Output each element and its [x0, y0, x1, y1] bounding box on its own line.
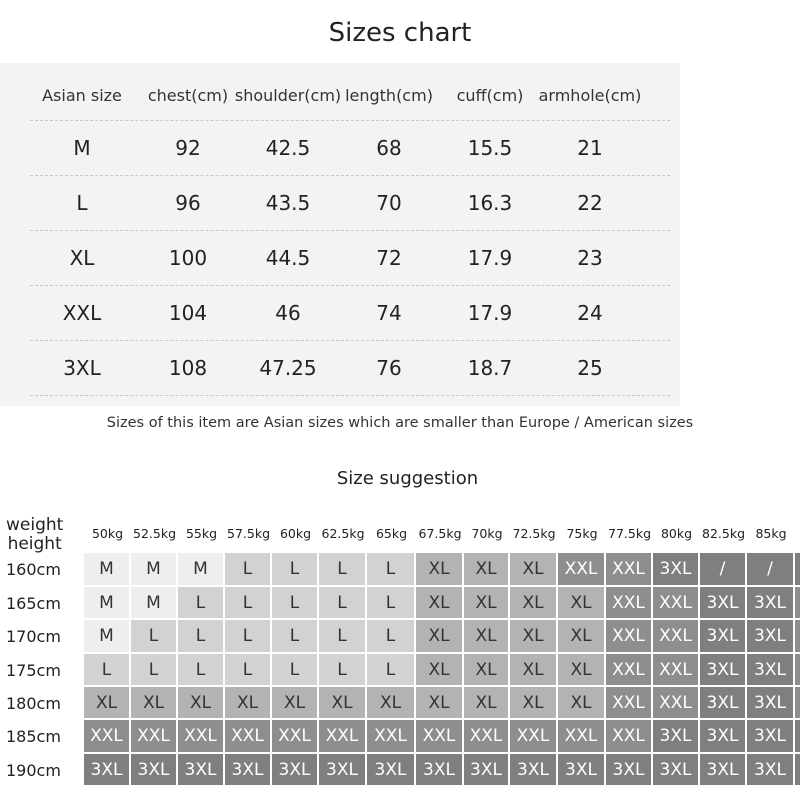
- table-cell: 24: [577, 300, 603, 325]
- size-cell: 3XL: [272, 754, 319, 787]
- table-cell: 70: [376, 190, 402, 215]
- column-header: armhole(cm): [538, 85, 642, 105]
- table-cell: 72: [376, 245, 402, 270]
- size-cell: XL: [510, 553, 558, 587]
- size-cell: XL: [558, 620, 606, 654]
- size-cell: 3XL: [747, 587, 795, 620]
- weight-column-header: 60kg: [279, 526, 312, 541]
- table-cell: 68: [376, 135, 402, 160]
- table-cell: 3XL: [63, 355, 101, 380]
- table-cell: 21: [577, 135, 603, 160]
- size-cell: XL: [131, 687, 178, 720]
- size-cell: 3XL: [653, 720, 700, 754]
- weight-column-header: 67.5kg: [418, 526, 462, 541]
- size-cell: 3XL: [131, 754, 178, 787]
- size-cell: XL: [510, 687, 558, 720]
- size-cell: XXL: [225, 720, 272, 754]
- height-row-header: 190cm: [6, 761, 61, 780]
- table-cell: 18.7: [467, 355, 513, 380]
- size-cell: XXL: [84, 720, 131, 754]
- size-cell: L: [225, 587, 272, 620]
- table-cell: 76: [376, 355, 402, 380]
- size-cell: XXL: [606, 620, 653, 654]
- table-cell: 44.5: [265, 245, 311, 270]
- size-cell: 3XL: [747, 720, 795, 754]
- weight-column-header: 85kg: [755, 526, 787, 541]
- table-cell: 17.9: [467, 245, 513, 270]
- table-cell: 100: [168, 245, 208, 270]
- table-row: [30, 120, 670, 176]
- size-cell: 3XL: [747, 754, 795, 787]
- cropped-column-edge: [795, 720, 800, 754]
- size-cell: XXL: [606, 587, 653, 620]
- size-cell: M: [84, 587, 131, 620]
- table-cell: 15.5: [467, 135, 513, 160]
- column-header: cuff(cm): [456, 85, 524, 105]
- size-cell: XXL: [558, 553, 606, 587]
- size-cell: XL: [319, 687, 367, 720]
- size-cell: 3XL: [606, 754, 653, 787]
- size-cell: XL: [84, 687, 131, 720]
- table-row: [30, 175, 670, 231]
- weight-label: weight: [6, 515, 64, 535]
- size-cell: XXL: [272, 720, 319, 754]
- size-cell: XXL: [606, 720, 653, 754]
- table-cell: 23: [577, 245, 603, 270]
- size-cell: L: [272, 654, 319, 687]
- size-cell: XL: [416, 587, 464, 620]
- size-cell: 3XL: [700, 620, 747, 654]
- size-cell: 3XL: [700, 720, 747, 754]
- table-cell: L: [76, 190, 88, 215]
- size-cell: L: [178, 654, 225, 687]
- size-cell: L: [178, 587, 225, 620]
- size-cell: XXL: [416, 720, 464, 754]
- size-cell: XL: [558, 687, 606, 720]
- size-cell: XL: [464, 553, 510, 587]
- size-cell: L: [272, 620, 319, 654]
- size-cell: M: [131, 553, 178, 587]
- size-cell: 3XL: [747, 654, 795, 687]
- size-cell: XXL: [653, 587, 700, 620]
- size-cell: XXL: [464, 720, 510, 754]
- size-cell: XXL: [606, 687, 653, 720]
- weight-column-header: 80kg: [660, 526, 693, 541]
- size-cell: 3XL: [84, 754, 131, 787]
- size-cell: M: [84, 553, 131, 587]
- size-cell: XXL: [606, 553, 653, 587]
- size-cell: 3XL: [416, 754, 464, 787]
- size-cell: L: [225, 620, 272, 654]
- size-cell: L: [131, 654, 178, 687]
- height-label: height: [7, 534, 62, 554]
- size-cell: XXL: [606, 654, 653, 687]
- column-header: chest(cm): [147, 85, 229, 105]
- table-cell: 108: [168, 355, 208, 380]
- table-cell: 47.25: [259, 355, 317, 380]
- table-cell: 17.9: [467, 300, 513, 325]
- size-cell: 3XL: [700, 754, 747, 787]
- size-cell: 3XL: [319, 754, 367, 787]
- size-cell: 3XL: [464, 754, 510, 787]
- size-cell: M: [131, 587, 178, 620]
- height-row-header: 180cm: [6, 694, 61, 713]
- size-cell: XL: [416, 553, 464, 587]
- size-cell: L: [131, 620, 178, 654]
- axis-corner-label: [6, 516, 63, 554]
- size-cell: XL: [464, 587, 510, 620]
- size-cell: XXL: [653, 654, 700, 687]
- height-row-header: 160cm: [6, 560, 61, 579]
- size-cell: L: [225, 654, 272, 687]
- size-cell: 3XL: [367, 754, 416, 787]
- size-cell: XXL: [319, 720, 367, 754]
- size-cell: L: [367, 620, 416, 654]
- size-cell: 3XL: [178, 754, 225, 787]
- size-cell: XL: [272, 687, 319, 720]
- size-cell: 3XL: [747, 620, 795, 654]
- measurement-table: [0, 63, 680, 406]
- size-cell: XL: [416, 687, 464, 720]
- table-cell: 22: [577, 190, 603, 215]
- size-cell: XL: [416, 654, 464, 687]
- weight-column-header: 65kg: [375, 526, 408, 541]
- size-cell: L: [225, 553, 272, 587]
- size-cell: XXL: [178, 720, 225, 754]
- column-header: shoulder(cm): [234, 85, 342, 105]
- table-cell: 16.3: [467, 190, 513, 215]
- size-cell: L: [319, 587, 367, 620]
- size-cell: L: [319, 620, 367, 654]
- size-cell: L: [84, 654, 131, 687]
- size-suggestion-title: Size suggestion: [336, 468, 479, 489]
- size-cell: XL: [416, 620, 464, 654]
- weight-column-header: 82.5kg: [701, 526, 746, 541]
- weight-column-header: 55kg: [185, 526, 218, 541]
- size-cell: 3XL: [653, 553, 700, 587]
- size-cell: /: [700, 553, 747, 587]
- size-note: Sizes of this item are Asian sizes which are smaller than Europe / American sizes: [106, 415, 694, 431]
- size-cell: XL: [510, 620, 558, 654]
- size-cell: XXL: [653, 687, 700, 720]
- size-cell: XL: [367, 687, 416, 720]
- cropped-column-edge: [795, 553, 800, 587]
- table-cell: 92: [175, 135, 201, 160]
- column-header: Asian size: [42, 85, 122, 105]
- size-cell: M: [178, 553, 225, 587]
- table-cell: 25: [577, 355, 603, 380]
- cropped-column-edge: [795, 687, 800, 720]
- size-cell: 3XL: [700, 687, 747, 720]
- table-cell: M: [73, 135, 91, 160]
- weight-column-header: 57.5kg: [226, 526, 271, 541]
- size-cell: XL: [558, 654, 606, 687]
- table-cell: 74: [376, 300, 402, 325]
- height-row-header: 175cm: [6, 661, 61, 680]
- size-cell: M: [84, 620, 131, 654]
- size-cell: 3XL: [747, 687, 795, 720]
- size-cell: L: [367, 654, 416, 687]
- weight-column-header: 75kg: [566, 526, 598, 541]
- size-cell: XL: [510, 587, 558, 620]
- size-cell: L: [367, 553, 416, 587]
- size-cell: XXL: [653, 620, 700, 654]
- table-cell: 104: [168, 300, 208, 325]
- size-cell: 3XL: [700, 654, 747, 687]
- cropped-column-edge: [795, 620, 800, 654]
- table-cell: 96: [175, 190, 201, 215]
- table-cell: 46: [275, 300, 301, 325]
- weight-column-header: 70kg: [471, 526, 503, 541]
- size-cell: XXL: [510, 720, 558, 754]
- table-cell: 43.5: [265, 190, 311, 215]
- column-header: length(cm): [345, 85, 433, 105]
- size-cell: /: [747, 553, 795, 587]
- table-cell: 42.5: [265, 135, 311, 160]
- height-row-header: 165cm: [6, 594, 61, 613]
- size-cell: XXL: [558, 720, 606, 754]
- cropped-column-edge: [795, 654, 800, 687]
- table-cell: XL: [69, 245, 95, 270]
- size-cell: XL: [178, 687, 225, 720]
- size-cell: L: [319, 553, 367, 587]
- height-row-header: 170cm: [6, 627, 61, 646]
- size-cell: 3XL: [225, 754, 272, 787]
- table-row: [30, 285, 670, 341]
- table-row: [30, 230, 670, 286]
- size-cell: XL: [464, 687, 510, 720]
- weight-column-header: 77.5kg: [607, 526, 652, 541]
- cropped-column-edge: [795, 587, 800, 620]
- table-cell: XXL: [62, 300, 102, 325]
- size-cell: L: [272, 553, 319, 587]
- weight-column-header: 62.5kg: [321, 526, 365, 541]
- page-title: Sizes chart: [328, 18, 472, 48]
- size-cell: XL: [510, 654, 558, 687]
- table-header-row: [30, 70, 670, 121]
- size-cell: XXL: [131, 720, 178, 754]
- height-row-header: 185cm: [6, 727, 61, 746]
- cropped-column-edge: [795, 754, 800, 787]
- weight-column-header: 52.5kg: [132, 526, 177, 541]
- size-cell: XXL: [367, 720, 416, 754]
- table-row: [30, 340, 670, 396]
- weight-column-header: 72.5kg: [512, 526, 556, 541]
- size-cell: L: [272, 587, 319, 620]
- size-cell: XL: [225, 687, 272, 720]
- size-cell: XL: [464, 654, 510, 687]
- weight-column-header: 50kg: [91, 526, 124, 541]
- size-cell: XL: [464, 620, 510, 654]
- size-cell: 3XL: [558, 754, 606, 787]
- size-cell: L: [178, 620, 225, 654]
- size-cell: 3XL: [510, 754, 558, 787]
- size-cell: 3XL: [653, 754, 700, 787]
- size-cell: L: [367, 587, 416, 620]
- size-cell: XL: [558, 587, 606, 620]
- size-cell: L: [319, 654, 367, 687]
- size-cell: 3XL: [700, 587, 747, 620]
